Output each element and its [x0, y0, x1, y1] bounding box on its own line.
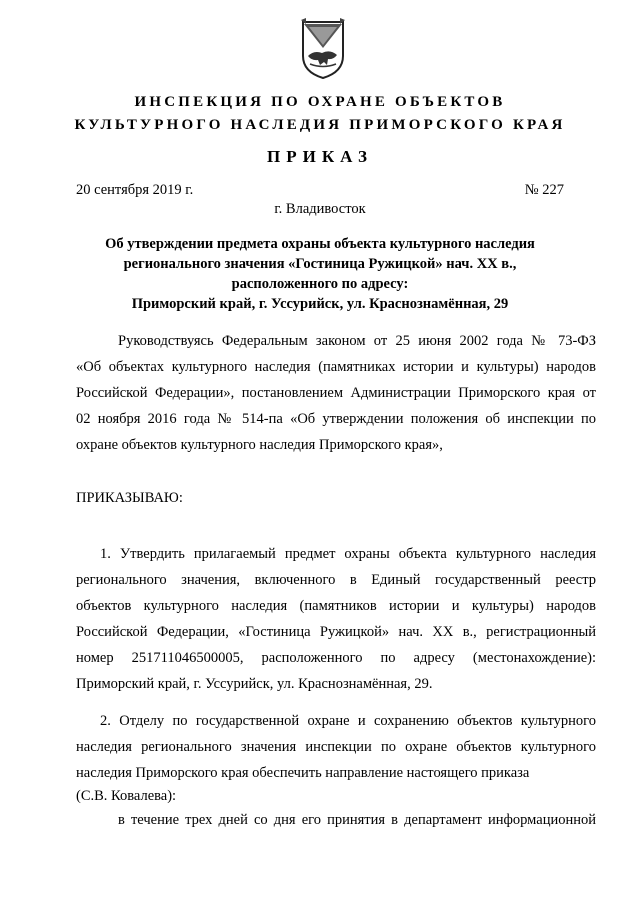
preamble-line: 02 ноября 2016 года № 514-па «Об утверждении положения об инспекции по	[76, 411, 596, 427]
item1-line: Приморский край, г. Уссурийск, ул. Краснознамённая, 29.	[76, 676, 433, 692]
decree-word: ПРИКАЗЫВАЮ:	[76, 490, 183, 506]
item2-line: 2. Отделу по государственной охране и сохранению объектов культурного	[100, 713, 596, 729]
item1-line: номер 251711046500005, расположенного по адресу (местонахождение):	[76, 650, 596, 666]
item1-line: 1. Утвердить прилагаемый предмет охраны объекта культурного наследия	[100, 546, 596, 562]
document-subject	[60, 234, 580, 314]
preamble-line: охране объектов культурного наследия Приморского края»,	[76, 437, 443, 453]
preamble-line: Российской Федерации», постановлением Администрации Приморского края от	[76, 385, 596, 401]
subject-line: Приморский край, г. Уссурийск, ул. Краснознамённая, 29	[131, 296, 509, 312]
item2-subitem-line: в течение трех дней со дня его принятия в департамент информационной	[118, 812, 596, 828]
preamble-line: «Об объектах культурного наследия (памятниках истории и культуры) народов	[76, 359, 596, 375]
item2-line: наследия Приморского края обеспечить направление настоящего приказа	[76, 765, 530, 781]
document-date: 20 сентября 2019 г.	[76, 182, 194, 198]
item1-line: объектов культурного наследия (памятников истории и культуры) народов	[76, 598, 596, 614]
subject-line: регионального значения «Гостиница Ружицкой» нач. XX в.,	[123, 256, 517, 272]
document-number: № 227	[524, 182, 564, 198]
document-city: г. Владивосток	[274, 201, 366, 217]
document-type: ПРИКАЗ	[267, 147, 373, 166]
subject-line: Об утверждении предмета охраны объекта культурного наследия	[105, 236, 535, 252]
item1-line: регионального значения, включенного в Единый государственный реестр	[76, 572, 596, 588]
item1-line: Российской Федерации, «Гостиница Ружицкой» нач. XX в., регистрационный	[76, 624, 596, 640]
coat-of-arms-icon	[300, 18, 346, 80]
item2-line: наследия регионального значения инспекции по охране объектов культурного	[76, 739, 596, 755]
preamble-line: Руководствуясь Федеральным законом от 25 июня 2002 года № 73-ФЗ	[118, 333, 596, 349]
subject-line: расположенного по адресу:	[231, 276, 409, 292]
item2-line: (С.В. Ковалева):	[76, 788, 177, 804]
organization-name-line-1: ИНСПЕКЦИЯ ПО ОХРАНЕ ОБЪЕКТОВ	[134, 94, 506, 110]
organization-name-line-2: КУЛЬТУРНОГО НАСЛЕДИЯ ПРИМОРСКОГО КРАЯ	[74, 117, 566, 133]
